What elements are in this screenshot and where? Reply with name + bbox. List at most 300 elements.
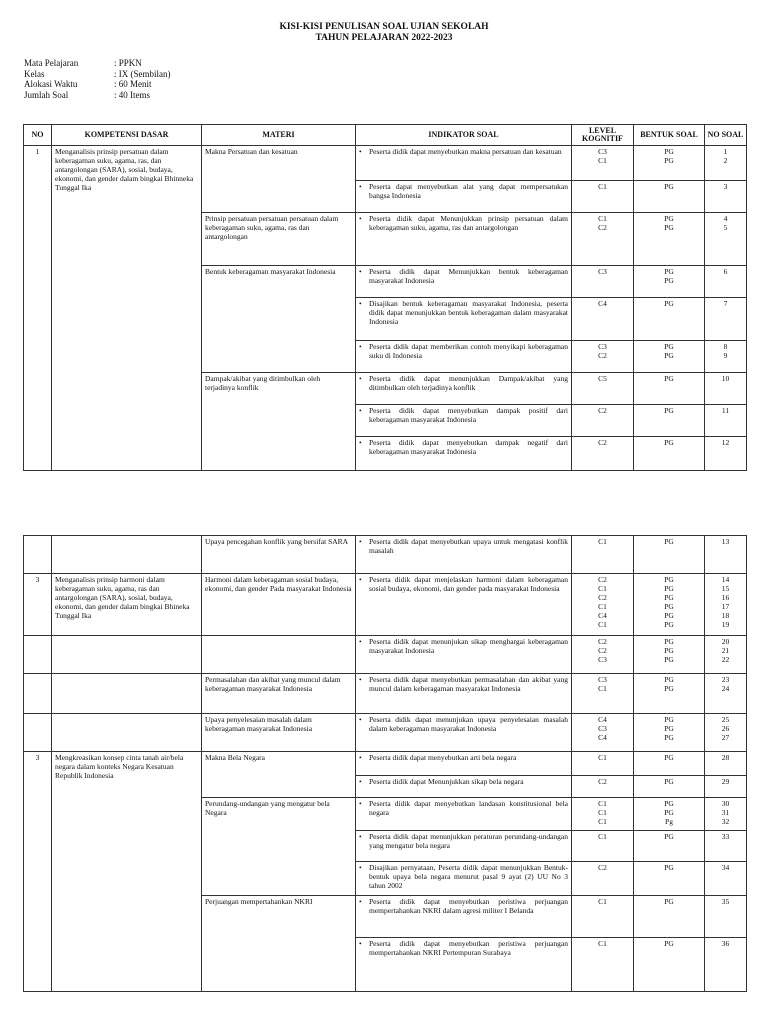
level-cell bbox=[572, 776, 634, 798]
no-value: 14 bbox=[721, 575, 730, 584]
no-value: 3 bbox=[723, 182, 728, 191]
no-value: 13 bbox=[721, 537, 730, 546]
level-value: C1 bbox=[598, 602, 607, 611]
header-bentuk-soal: BENTUK SOAL bbox=[634, 125, 705, 146]
kompetensi-dasar bbox=[52, 536, 202, 574]
no-cell bbox=[705, 213, 747, 266]
bullet: • bbox=[359, 715, 362, 724]
indikator-cell bbox=[356, 536, 572, 574]
bentuk-value: PG bbox=[664, 799, 674, 808]
indikator-text: Peserta didik dapat menyebutkan dampak negatif dari keberagaman masyarakat Indonesia bbox=[369, 438, 568, 456]
header-no: NO bbox=[24, 125, 52, 146]
bentuk-value: PG bbox=[664, 724, 674, 733]
bentuk-value: PG bbox=[664, 584, 674, 593]
bullet: • bbox=[359, 799, 362, 808]
indikator-item bbox=[359, 675, 568, 693]
level-value: C1 bbox=[598, 808, 607, 817]
indikator-item bbox=[359, 863, 568, 890]
bentuk-cell bbox=[634, 714, 705, 752]
level-value: C1 bbox=[598, 799, 607, 808]
indikator-text: Peserta didik dapat memberikan contoh menyikapi keberagaman suku di Indonesia bbox=[369, 342, 568, 360]
indikator-text: Peserta didik dapat menyebutkan makna persatuan dan kesatuan bbox=[369, 147, 562, 156]
materi-cell: Prinsip persatuan persatuan persatuan dalam keberagaman suku, agama, ras dan antargolongan bbox=[202, 213, 356, 266]
bullet: • bbox=[359, 182, 362, 191]
materi-cell: Upaya pencegahan konflik yang bersifat SARA bbox=[202, 536, 356, 574]
bentuk-cell bbox=[634, 896, 705, 938]
meta-value: : IX (Sembilan) bbox=[114, 68, 171, 79]
indikator-text: Peserta didik dapat menjelaskan harmoni dalam keberagaman sosial budaya, ekonomi, dan gender pada masyarakat Indonesia bbox=[369, 575, 568, 593]
bullet: • bbox=[359, 753, 362, 762]
indikator-item bbox=[359, 832, 568, 850]
bentuk-value: PG bbox=[664, 374, 674, 383]
level-cell bbox=[572, 636, 634, 674]
indikator-item bbox=[359, 575, 568, 593]
no-cell bbox=[705, 636, 747, 674]
indikator-text: Peserta didik dapat menyebutkan dampak positif dari keberagaman masyarakat Indonesia bbox=[369, 406, 568, 424]
indikator-cell bbox=[356, 714, 572, 752]
no-value: 7 bbox=[723, 299, 728, 308]
indikator-item bbox=[359, 897, 568, 915]
indikator-item bbox=[359, 438, 568, 456]
level-value: C1 bbox=[598, 817, 607, 826]
bullet: • bbox=[359, 406, 362, 415]
level-cell bbox=[572, 146, 634, 181]
materi-cell: Bentuk keberagaman masyarakat Indonesia bbox=[202, 266, 356, 373]
bullet: • bbox=[359, 299, 362, 308]
level-cell bbox=[572, 298, 634, 341]
no-cell bbox=[705, 938, 747, 992]
level-value: C1 bbox=[598, 939, 607, 948]
level-cell bbox=[572, 831, 634, 862]
kompetensi-dasar bbox=[52, 636, 202, 674]
bentuk-value: PG bbox=[664, 733, 674, 742]
bullet: • bbox=[359, 342, 362, 351]
bentuk-value: PG bbox=[664, 147, 674, 156]
no-value: 21 bbox=[721, 646, 730, 655]
no-value: 36 bbox=[721, 939, 730, 948]
bentuk-cell bbox=[634, 298, 705, 341]
materi-cell bbox=[202, 636, 356, 674]
indikator-cell bbox=[356, 437, 572, 471]
no-value: 5 bbox=[723, 223, 728, 232]
bentuk-value: PG bbox=[664, 897, 674, 906]
table-row bbox=[24, 536, 747, 574]
indikator-item bbox=[359, 753, 568, 762]
no-value: 20 bbox=[721, 637, 730, 646]
no-cell bbox=[705, 831, 747, 862]
bullet: • bbox=[359, 863, 362, 872]
bullet: • bbox=[359, 438, 362, 447]
no-value: 26 bbox=[721, 724, 730, 733]
indikator-text: Peserta didik dapat menyebutkan peristiwa perjuangan mempertahankan NKRI dalam agresi militer I Belanda bbox=[369, 897, 568, 915]
bentuk-value: PG bbox=[664, 214, 674, 223]
bentuk-value: PG bbox=[664, 299, 674, 308]
table-row bbox=[24, 636, 747, 674]
bullet: • bbox=[359, 374, 362, 383]
indikator-item bbox=[359, 299, 568, 326]
table-row bbox=[24, 146, 747, 181]
no-value: 16 bbox=[721, 593, 730, 602]
bentuk-value: PG bbox=[664, 939, 674, 948]
indikator-text: Peserta didik dapat menunjukkan peraturan perundang-undangan yang mengatur bela negara bbox=[369, 832, 568, 850]
indikator-cell bbox=[356, 636, 572, 674]
no-cell bbox=[705, 896, 747, 938]
indikator-cell bbox=[356, 341, 572, 373]
bullet: • bbox=[359, 147, 362, 156]
level-value: C1 bbox=[598, 897, 607, 906]
header-materi: MATERI bbox=[202, 125, 356, 146]
table-row bbox=[24, 714, 747, 752]
level-value: C3 bbox=[598, 147, 607, 156]
document-meta bbox=[24, 58, 171, 100]
level-cell bbox=[572, 752, 634, 776]
materi-cell: Makna Bela Negara bbox=[202, 752, 356, 798]
level-cell bbox=[572, 714, 634, 752]
kompetensi-dasar bbox=[52, 674, 202, 714]
meta-value: : 40 Items bbox=[114, 89, 150, 100]
no-value: 10 bbox=[721, 374, 730, 383]
level-value: C1 bbox=[598, 156, 607, 165]
header-indikator-soal: INDIKATOR SOAL bbox=[356, 125, 572, 146]
indikator-text: Peserta didik dapat menunjukan upaya penyelesaian masalah dalam keberagaman masyarakat Indonesia bbox=[369, 715, 568, 733]
indikator-item bbox=[359, 267, 568, 285]
meta-label: Kelas bbox=[24, 68, 45, 79]
indikator-text: Peserta didik dapat menunjukkan Dampak/akibat yang ditimbulkan oleh terjadinya konflik bbox=[369, 374, 568, 392]
level-cell bbox=[572, 181, 634, 213]
no-cell bbox=[705, 298, 747, 341]
row-number bbox=[24, 536, 52, 574]
no-value: 8 bbox=[723, 342, 728, 351]
bentuk-cell bbox=[634, 776, 705, 798]
indikator-cell bbox=[356, 574, 572, 636]
no-value: 31 bbox=[721, 808, 730, 817]
bentuk-cell bbox=[634, 536, 705, 574]
bentuk-value: PG bbox=[664, 753, 674, 762]
indikator-cell bbox=[356, 181, 572, 213]
document-title bbox=[0, 22, 768, 44]
bentuk-value: Pg bbox=[665, 817, 673, 826]
level-value: C4 bbox=[598, 733, 607, 742]
bentuk-cell bbox=[634, 213, 705, 266]
level-value: C1 bbox=[598, 214, 607, 223]
indikator-cell bbox=[356, 798, 572, 831]
level-value: C3 bbox=[598, 724, 607, 733]
indikator-cell bbox=[356, 373, 572, 405]
bentuk-cell bbox=[634, 373, 705, 405]
row-number bbox=[24, 674, 52, 714]
meta-row bbox=[24, 90, 171, 101]
kompetensi-dasar: Menganalisis prinsip harmoni dalam keberagaman suku, agama, ras dan antargolongan (SARA), sosial, budaya, ekonomi, dan gender dalam bingkai Bhineka Tunggal Ika bbox=[52, 574, 202, 636]
bullet: • bbox=[359, 214, 362, 223]
indikator-item bbox=[359, 799, 568, 817]
level-cell bbox=[572, 213, 634, 266]
level-value: C1 bbox=[598, 537, 607, 546]
no-value: 4 bbox=[723, 214, 728, 223]
table-row bbox=[24, 752, 747, 776]
row-number bbox=[24, 636, 52, 674]
indikator-text: Disajikan bentuk keberagaman masyarakat Indonesia, peserta didik dapat menunjukkan bentuk keberagaman dalam masyarakat Indonesia bbox=[369, 299, 568, 326]
level-value: C2 bbox=[598, 637, 607, 646]
bentuk-cell bbox=[634, 636, 705, 674]
table-row bbox=[24, 574, 747, 636]
title-line-1: KISI-KISI PENULISAN SOAL UJIAN SEKOLAH bbox=[279, 22, 489, 32]
bentuk-cell bbox=[634, 752, 705, 776]
no-cell bbox=[705, 437, 747, 471]
no-value: 24 bbox=[721, 684, 730, 693]
bentuk-value: PG bbox=[664, 715, 674, 724]
no-cell bbox=[705, 146, 747, 181]
kompetensi-dasar: Menganalisis prinsip persatuan dalam keberagaman suku, agama, ras, dan antargolongan (SARA), sosial, budaya, ekonomi, dan gender dalam bingkai Bhinneka Tunggal Ika bbox=[52, 146, 202, 471]
level-cell bbox=[572, 266, 634, 298]
level-cell bbox=[572, 674, 634, 714]
indikator-text: Peserta didik dapat Menunjukkan prinsip persatuan dalam keberagaman suku, agama, ras dan antargolongan bbox=[369, 214, 568, 232]
no-value: 17 bbox=[721, 602, 730, 611]
no-value: 23 bbox=[721, 675, 730, 684]
no-value: 27 bbox=[721, 733, 730, 742]
no-value: 34 bbox=[721, 863, 730, 872]
indikator-text: Peserta didik dapat menyebutkan landasan konstitusional bela negara bbox=[369, 799, 568, 817]
meta-label: Alokasi Waktu bbox=[24, 79, 78, 89]
no-cell bbox=[705, 714, 747, 752]
indikator-item bbox=[359, 342, 568, 360]
indikator-cell bbox=[356, 752, 572, 776]
no-value: 11 bbox=[721, 406, 730, 415]
row-number: 1 bbox=[24, 146, 52, 471]
meta-row bbox=[24, 58, 171, 69]
meta-value: : 60 Menit bbox=[114, 79, 152, 89]
bullet: • bbox=[359, 777, 362, 786]
level-value: C2 bbox=[598, 351, 607, 360]
bentuk-value: PG bbox=[664, 655, 674, 664]
level-value: C1 bbox=[598, 753, 607, 762]
no-cell bbox=[705, 752, 747, 776]
bentuk-value: PG bbox=[664, 593, 674, 602]
no-value: 30 bbox=[721, 799, 730, 808]
no-value: 25 bbox=[721, 715, 730, 724]
indikator-item bbox=[359, 182, 568, 200]
bentuk-value: PG bbox=[664, 342, 674, 351]
level-cell bbox=[572, 341, 634, 373]
level-value: C3 bbox=[598, 655, 607, 664]
indikator-text: Disajikan pernyataan, Peserta didik dapat menunjukkan Bentuk-bentuk upaya bela negara menurut pasal 9 ayat (2) UU No 3 tahun 2002 bbox=[369, 863, 568, 890]
bentuk-cell bbox=[634, 938, 705, 992]
title-line-2: TAHUN PELAJARAN 2022-2023 bbox=[315, 33, 453, 43]
level-value: C2 bbox=[598, 575, 607, 584]
indikator-item bbox=[359, 537, 568, 555]
bullet: • bbox=[359, 537, 362, 546]
bentuk-value: PG bbox=[664, 675, 674, 684]
bentuk-value: PG bbox=[664, 646, 674, 655]
level-cell bbox=[572, 536, 634, 574]
no-value: 15 bbox=[721, 584, 730, 593]
no-value: 32 bbox=[721, 817, 730, 826]
level-cell bbox=[572, 405, 634, 437]
row-number: 3 bbox=[24, 574, 52, 636]
header-kompetensi-dasar: KOMPETENSI DASAR bbox=[52, 125, 202, 146]
indikator-item bbox=[359, 214, 568, 232]
bentuk-cell bbox=[634, 266, 705, 298]
no-cell bbox=[705, 373, 747, 405]
indikator-item bbox=[359, 374, 568, 392]
level-value: C3 bbox=[598, 267, 607, 276]
no-cell bbox=[705, 674, 747, 714]
bentuk-cell bbox=[634, 181, 705, 213]
bentuk-value: PG bbox=[664, 611, 674, 620]
indikator-cell bbox=[356, 266, 572, 298]
no-value: 12 bbox=[721, 438, 730, 447]
level-cell bbox=[572, 798, 634, 831]
no-cell bbox=[705, 798, 747, 831]
bentuk-value: PG bbox=[664, 276, 674, 285]
indikator-item bbox=[359, 939, 568, 957]
indikator-cell bbox=[356, 896, 572, 938]
no-value: 22 bbox=[721, 655, 730, 664]
bullet: • bbox=[359, 675, 362, 684]
bentuk-value: PG bbox=[664, 684, 674, 693]
bentuk-value: PG bbox=[664, 438, 674, 447]
level-value: C2 bbox=[598, 777, 607, 786]
level-cell bbox=[572, 938, 634, 992]
bullet: • bbox=[359, 267, 362, 276]
row-number bbox=[24, 714, 52, 752]
no-value: 18 bbox=[721, 611, 730, 620]
materi-cell: Makna Persatuan dan kesatuan bbox=[202, 146, 356, 213]
no-cell bbox=[705, 536, 747, 574]
bentuk-cell bbox=[634, 405, 705, 437]
level-value: C2 bbox=[598, 438, 607, 447]
no-cell bbox=[705, 341, 747, 373]
no-value: 2 bbox=[723, 156, 728, 165]
materi-cell: Harmoni dalam keberagaman sosial budaya, ekonomi, dan gender Pada masyarakat Indonesia bbox=[202, 574, 356, 636]
level-value: C4 bbox=[598, 299, 607, 308]
indikator-text: Peserta didik dapat menunjukan sikap menghargai keberagaman masyarakat Indonesia bbox=[369, 637, 568, 655]
level-value: C2 bbox=[598, 646, 607, 655]
bentuk-cell bbox=[634, 437, 705, 471]
indikator-cell bbox=[356, 674, 572, 714]
level-cell bbox=[572, 896, 634, 938]
no-value: 6 bbox=[723, 267, 728, 276]
indikator-text: Peserta didik dapat Menunjukkan bentuk keberagaman masyarakat Indonesia bbox=[369, 267, 568, 285]
indikator-item bbox=[359, 406, 568, 424]
no-cell bbox=[705, 181, 747, 213]
indikator-text: Peserta didik dapat menyebutkan peristiwa perjuangan mempertahankan NKRI Pertempuran Surabaya bbox=[369, 939, 568, 957]
bullet: • bbox=[359, 897, 362, 906]
materi-cell: Upaya penyelesaian masalah dalam keberagaman masyarakat Indonesia bbox=[202, 714, 356, 752]
indikator-text: Peserta didik dapat Menunjukkan sikap bela negara bbox=[369, 777, 524, 786]
bentuk-value: PG bbox=[664, 223, 674, 232]
indikator-cell bbox=[356, 776, 572, 798]
indikator-text: Peserta dapat menyebutkan alat yang dapat mempersatukan bangsa Indonesia bbox=[369, 182, 568, 200]
indikator-item bbox=[359, 637, 568, 655]
no-value: 33 bbox=[721, 832, 730, 841]
no-value: 28 bbox=[721, 753, 730, 762]
materi-cell: Perundang-undangan yang mengatur bela Negara bbox=[202, 798, 356, 896]
kompetensi-dasar bbox=[52, 714, 202, 752]
bentuk-value: PG bbox=[664, 267, 674, 276]
bentuk-value: PG bbox=[664, 406, 674, 415]
materi-cell: Perjuangan mempertahankan NKRI bbox=[202, 896, 356, 992]
meta-label: Jumlah Soal bbox=[24, 89, 69, 100]
bentuk-value: PG bbox=[664, 182, 674, 191]
table-row bbox=[24, 674, 747, 714]
bentuk-cell bbox=[634, 798, 705, 831]
kompetensi-dasar: Mengkreasikan konsep cinta tanah air/bela negara dalam konteks Negara Kesatuan Republik Indonesia bbox=[52, 752, 202, 992]
indikator-cell bbox=[356, 146, 572, 181]
no-value: 9 bbox=[723, 351, 728, 360]
no-value: 1 bbox=[723, 147, 728, 156]
header-level-kognitif: LEVEL KOGNITIF bbox=[572, 125, 634, 146]
indikator-cell bbox=[356, 405, 572, 437]
bentuk-cell bbox=[634, 674, 705, 714]
indikator-cell bbox=[356, 213, 572, 266]
meta-row bbox=[24, 69, 171, 80]
table-header-row bbox=[24, 125, 747, 146]
indikator-item bbox=[359, 715, 568, 733]
level-value: C4 bbox=[598, 715, 607, 724]
level-value: C1 bbox=[598, 182, 607, 191]
no-value: 29 bbox=[721, 777, 730, 786]
level-cell bbox=[572, 862, 634, 896]
bentuk-value: PG bbox=[664, 537, 674, 546]
level-value: C2 bbox=[598, 593, 607, 602]
indikator-text: Peserta didik dapat menyebutkan arti bela negara bbox=[369, 753, 517, 762]
indikator-text: Peserta didik dapat menyebutkan upaya untuk mengatasi konflik masalah bbox=[369, 537, 568, 555]
level-value: C2 bbox=[598, 223, 607, 232]
indikator-cell bbox=[356, 862, 572, 896]
meta-label: Mata Pelajaran bbox=[24, 58, 79, 68]
level-cell bbox=[572, 437, 634, 471]
bentuk-cell bbox=[634, 341, 705, 373]
level-value: C1 bbox=[598, 684, 607, 693]
bullet: • bbox=[359, 575, 362, 584]
bentuk-cell bbox=[634, 146, 705, 181]
indikator-cell bbox=[356, 938, 572, 992]
level-value: C3 bbox=[598, 342, 607, 351]
meta-value: : PPKN bbox=[114, 58, 142, 68]
bentuk-value: PG bbox=[664, 575, 674, 584]
kisi-table-page-1 bbox=[23, 124, 746, 471]
bentuk-cell bbox=[634, 862, 705, 896]
row-number: 3 bbox=[24, 752, 52, 992]
kisi-table-page-2 bbox=[23, 535, 746, 992]
bullet: • bbox=[359, 939, 362, 948]
bullet: • bbox=[359, 832, 362, 841]
level-value: C5 bbox=[598, 374, 607, 383]
indikator-cell bbox=[356, 298, 572, 341]
bentuk-value: PG bbox=[664, 351, 674, 360]
bentuk-cell bbox=[634, 831, 705, 862]
bentuk-value: PG bbox=[664, 637, 674, 646]
indikator-text: Peserta didik dapat menyebutkan permasalahan dan akibat yang muncul dalam keberagaman masyarakat Indonesia bbox=[369, 675, 568, 693]
no-value: 19 bbox=[721, 620, 730, 629]
header-no-soal: NO SOAL bbox=[705, 125, 747, 146]
bentuk-value: PG bbox=[664, 620, 674, 629]
bentuk-value: PG bbox=[664, 602, 674, 611]
no-cell bbox=[705, 862, 747, 896]
level-value: C1 bbox=[598, 620, 607, 629]
bentuk-value: PG bbox=[664, 808, 674, 817]
bentuk-value: PG bbox=[664, 832, 674, 841]
bentuk-cell bbox=[634, 574, 705, 636]
level-cell bbox=[572, 373, 634, 405]
level-value: C3 bbox=[598, 675, 607, 684]
no-cell bbox=[705, 776, 747, 798]
level-value: C2 bbox=[598, 863, 607, 872]
level-value: C1 bbox=[598, 832, 607, 841]
indikator-item bbox=[359, 777, 568, 786]
kisi-table-2 bbox=[23, 535, 747, 992]
indikator-item bbox=[359, 147, 568, 156]
